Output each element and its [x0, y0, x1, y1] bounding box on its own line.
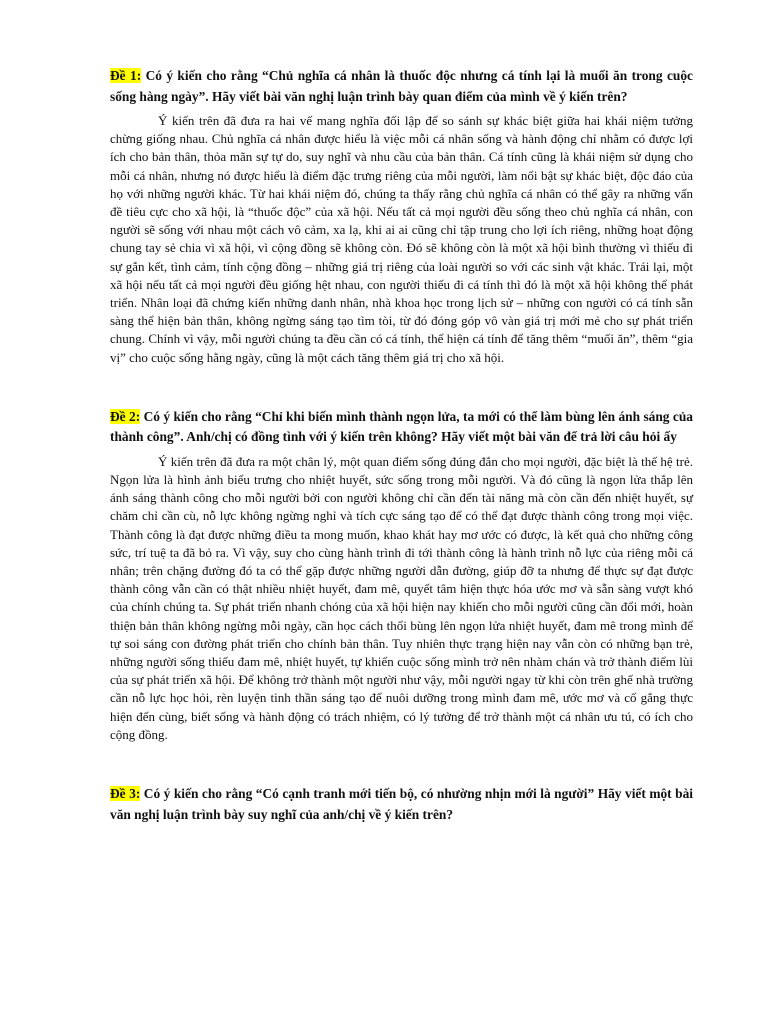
topic-1-answer: Ý kiến trên đã đưa ra hai vế mang nghĩa đối lập để so sánh sự khác biệt giữa hai khái niệm tưởng chừng giống nhau. Chủ nghĩa cá nhân được hiểu là việc mỗi cá nhân sống và hành động chỉ nhằm có được lợi ích cho bản thân, thỏa mãn sự tự do, suy nghĩ và nhu cầu của bản thân. Cá tính cũng là khái niệm sử dụng cho mỗi cá nhân, nhưng nó được hiểu là điểm đặc trưng riêng của mỗi người, làm nổi bật sự khác biệt, độc đáo của họ với những người khác. Từ hai khái niệm đó, chúng ta thấy rằng chủ nghĩa cá nhân có thể gây ra những vấn đề tiêu cực cho xã hội, là “thuốc độc” của xã hội. Nếu tất cả mọi người đều sống theo chủ nghĩa cá nhân, con người sẽ sống với nhau một cách vô cảm, xa lạ, khi ai ai cũng chỉ tập trung cho lợi ích riêng, những hoạt động chung tay sẻ chia vì xã hội, vì cộng đồng sẽ không còn. Đó sẽ không còn là một xã hội bình thường vì thiếu đi sự gắn kết, tình cảm, tính cộng đồng – những giá trị riêng của loài người so với các sinh vật khác. Trái lại, một xã hội nếu tất cả mọi người đều giống hệt nhau, con người thiếu đi cá tính thì đó là một xã hội không thể phát triển. Nhân loại đã chứng kiến những danh nhân, nhà khoa học trong lịch sử – những con người có cá tính sẵn sàng thể hiện bản thân, không ngừng sáng tạo tìm tòi, từ đó đóng góp vô vàn giá trị mới mẻ cho sự phát triển chung. Chính vì vậy, mỗi người chúng ta đều cần có cá tính, thể hiện cá tính để tăng thêm “muối ăn”, thêm “gia vị” cho cuộc sống hằng ngày, cũng là một cách tăng thêm giá trị cho xã hội. — [110, 113, 693, 365]
essay-topic-2 — [110, 407, 693, 744]
topic-3-label: Đề 3: — [110, 786, 141, 802]
essay-topic-3 — [110, 784, 693, 825]
topic-2-label: Đề 2: — [110, 408, 141, 424]
topic-1-label: Đề 1: — [110, 68, 142, 83]
topic-3-prompt: Có ý kiến cho rằng “Có cạnh tranh mới tiến bộ, có nhường nhịn mới là người” Hãy viết một bài văn nghị luận trình bày suy nghĩ của anh/chị về ý kiến trên? — [110, 786, 693, 822]
topic-2-answer: Ý kiến trên đã đưa ra một chân lý, một quan điểm sống đúng đắn cho mọi người, đặc biệt là thế hệ trẻ. Ngọn lửa là hình ảnh biểu trưng cho nhiệt huyết, sức sống trong mỗi người. Và đó cũng là ngọn lửa thắp lên ánh sáng thành công cho mỗi người bởi con người không chỉ cần đến tài năng mà còn cần đến nhiệt huyết, sự chăm chỉ cần cù, nỗ lực không ngừng nghỉ và tích cực sáng tạo để có thể đạt được thành công trong mọi việc. Thành công là đạt được những điều ta mong muốn, khao khát hay mơ ước có được, là kết quả cho những công sức, trí tuệ ta đã bỏ ra. Vì vậy, suy cho cùng hành trình đi tới thành công là hành trình nỗ lực của riêng mỗi cá nhân; trên chặng đường đó ta có thể gặp được những người dẫn đường, giúp đỡ ta nhưng để thực sự đạt được thành công vẫn cần có thật nhiều nhiệt huyết, đam mê, quyết tâm hiện thực hóa ước mơ và sẵn sàng vượt khó của chính chúng ta. Sự phát triển nhanh chóng của xã hội hiện nay khiến cho mỗi người cũng cần đổi mới, hoàn thiện bản thân không ngừng mỗi ngày, cần học cách thổi bùng lên ngọn lửa nhiệt huyết, đam mê trong mình để tự soi sáng con đường phát triển cho chính bản thân. Tuy nhiên thực trạng hiện nay vẫn còn có những bạn trẻ, những người sống thiếu đam mê, nhiệt huyết, tự khiến cuộc sống mình trở nên nhàm chán và trở thành điểm lùi của sự phát triển xã hội. Để không trở thành một người như vậy, mỗi người ngay từ khi còn trên ghế nhà trường cần nỗ lực học hỏi, rèn luyện tinh thần sáng tạo để nuôi dưỡng trong mình đam mê, ước mơ và cố gắng thực hiện đến cùng, biết sống và hành động có trách nhiệm, có lý tưởng để trở thành một cá nhân ưu tú, có ích cho cộng đồng. — [110, 453, 693, 742]
topic-1-question — [110, 66, 693, 107]
topic-2-question — [110, 407, 693, 448]
topic-1-prompt: Có ý kiến cho rằng “Chủ nghĩa cá nhân là thuốc độc nhưng cá tính lại là muối ăn trong cuộc sống hàng ngày”. Hãy viết bài văn nghị luận trình bày quan điểm của mình về ý kiến trên? — [110, 68, 693, 104]
essay-topic-1 — [110, 66, 693, 367]
topic-3-question — [110, 784, 693, 825]
topic-2-prompt: Có ý kiến cho rằng “Chỉ khi biến mình thành ngọn lửa, ta mới có thể làm bùng lên ánh sáng của thành công”. Anh/chị có đồng tình với ý kiến trên không? Hãy viết một bài văn để trả lời câu hỏi ấy — [110, 408, 693, 445]
document-page — [110, 66, 693, 825]
